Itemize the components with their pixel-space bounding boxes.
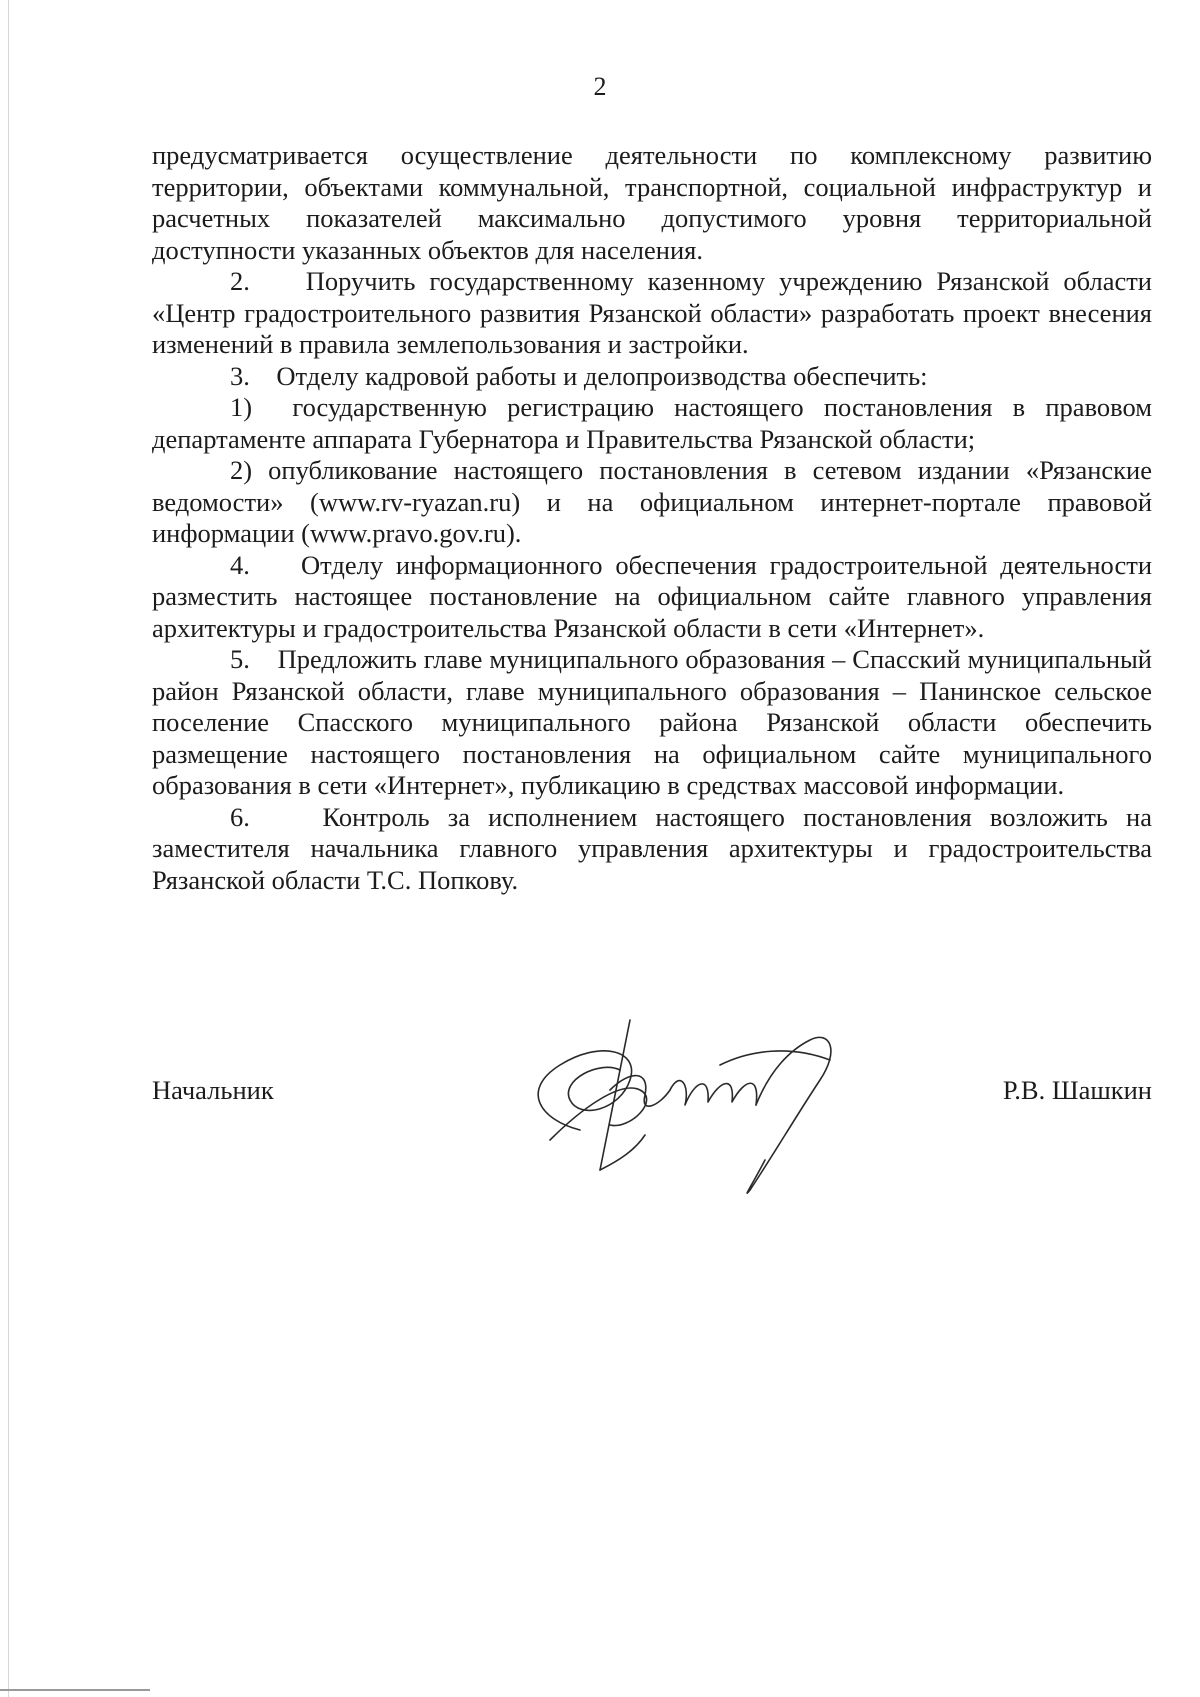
paragraph-item-2: 2. Поручить государственному казенному учреждению Рязанской области «Центр градостроительного развития Рязанской области» разработать проект внесения изменений в правила землепользования и застройки. [152,266,1152,359]
paragraph-item-6: 6. Контроль за исполнением настоящего постановления возложить на заместителя начальника главного управления архитектуры и градостроительства Рязанской области Т.С. Попкову. [152,801,1152,895]
paragraph-item-5: 5. Предложить главе муниципального образования – Спасский муниципальный район Рязанской области, главе муниципального образования – Панинское сельское поселение Спасского муниципального района Рязанской области обеспечить размещение настоящего постановления на официальном сайте муниципального образования в сети «Интернет», публикацию в средствах массовой информации. [152,644,1152,800]
paragraph-item-3-1: 1) государственную регистрацию настоящего постановления в правовом департаменте аппарата Губернатора и Правительства Рязанской области; [152,392,1152,454]
paragraph-continuation: предусматривается осуществление деятельности по комплексному развитию территории, объектами коммунальной, транспортной, социальной инфраструктур и расчетных показателей максимально допустимого уровня территориальной доступности указанных объектов для населения. [152,140,1152,265]
handwritten-signature [520,1010,880,1210]
signatory-name: Р.В. Шашкин [1002,1075,1152,1105]
paragraph-item-3: 3. Отделу кадровой работы и делопроизводства обеспечить: [230,360,928,391]
paragraph-item-3-2: 2) опубликование настоящего постановления в сетевом издании «Рязанские ведомости» (www.rv-ryazan.ru) и на официальном интернет-портале правовой информации (www.pravo.gov.ru). [152,455,1152,548]
document-body [152,140,1152,896]
page-number: 2 [593,72,607,101]
paragraph-item-4: 4. Отделу информационного обеспечения градостроительной деятельности разместить настоящее постановление на официальном сайте главного управления архитектуры и градостроительства Рязанской области в сети «Интернет». [152,549,1152,643]
scan-edge-left [8,0,9,1697]
scan-edge-bottom [0,1689,150,1691]
signatory-title: Начальник [152,1075,274,1105]
